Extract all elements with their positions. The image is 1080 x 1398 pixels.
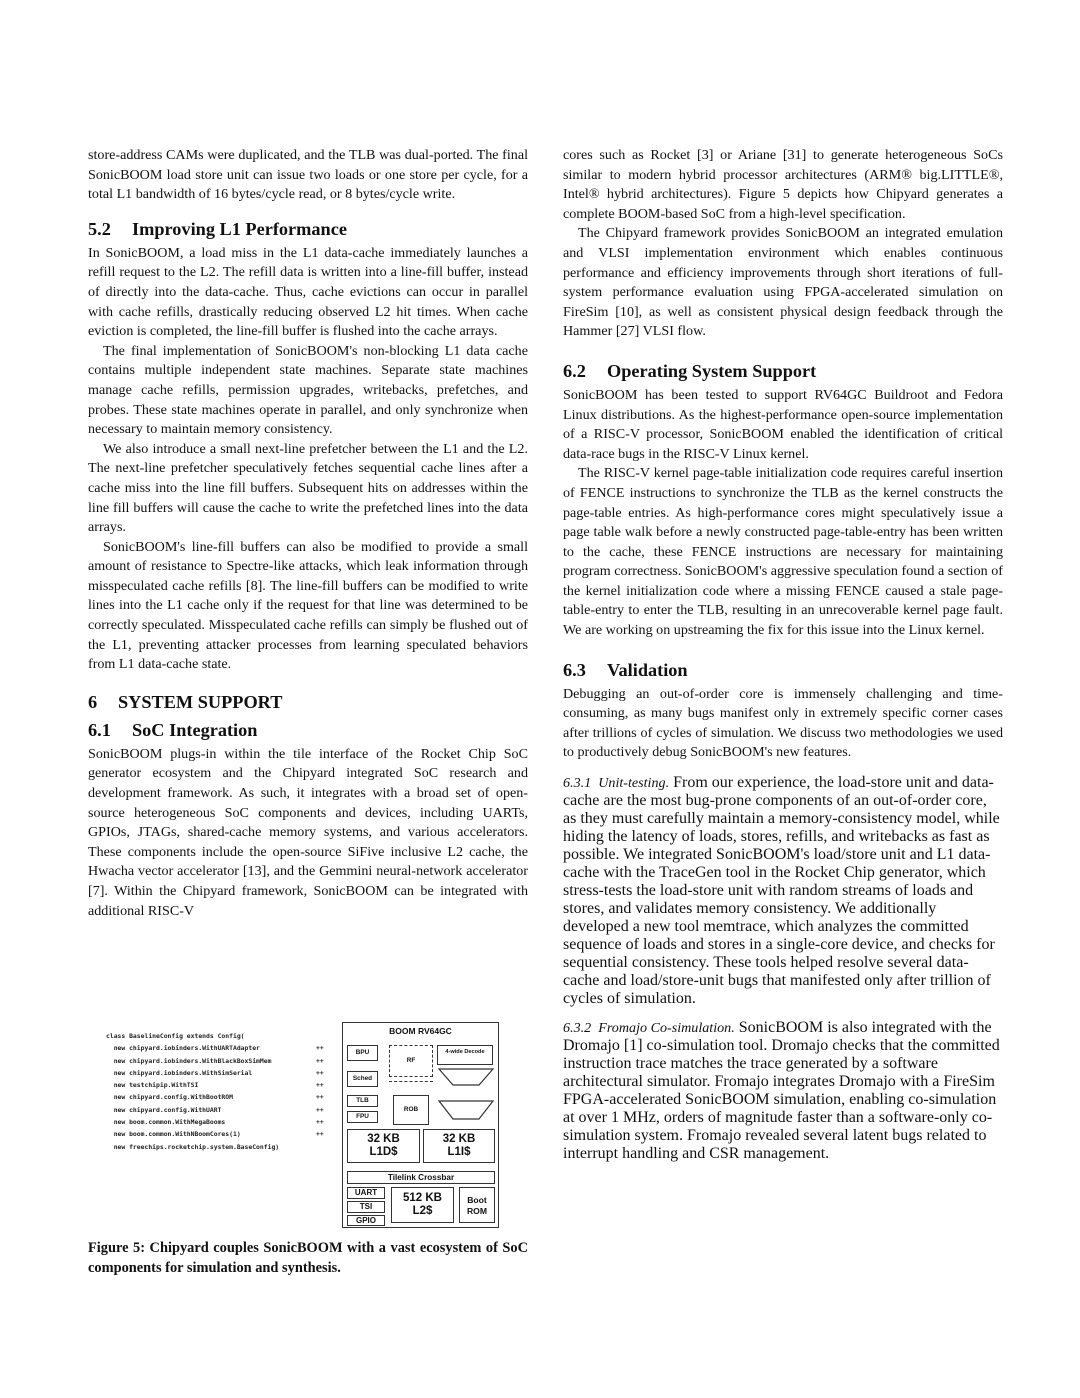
tilelink-crossbar: Tilelink Crossbar [347,1171,495,1184]
rob-block: ROB [393,1095,429,1125]
left-column [88,146,528,921]
code-line: new chipyard.iobinders.WithBlackBoxSimMem ++ [106,1056,324,1065]
paragraph: We also introduce a small next-line prefetcher between the L1 and the L2. The next-line prefetcher speculatively fetches sequential cache lines after a cache miss into the line fill buffers. Subsequent hits on addresses within the line fill buffers will cause the cache to write the prefetched lines into the data arrays. [88,440,528,536]
right-column: cores such as Rocket [3] or Ariane [31] to generate heterogeneous SoCs similar to modern hybrid processor architectures (ARM® big.LITTLE®, Intel® hybrid architectures). Figure 5 depicts how Chipyard generates a complete BOOM-based SoC from a high-level specification. The Chipyard framework provides SonicBOOM an integrated emulation and VLSI implementation environment which enables continuous performance and efficiency improvements through short iterations of full-system performance evaluation using FPGA-accelerated simulation on FireSim [10], as well as consistent physical design feedback through the Hammer [27] VLSI flow. 6.2 Operating System Support SonicBOOM has been tested to support RV64GC Buildroot and Fedora Linux distributions. As the highest-performance open-source implementation of a RISC-V processor, SonicBOOM enabled the identification of critical data-race bugs in the RISC-V Linux kernel. The RISC-V kernel page-table initialization code requires careful insertion of FENCE instructions to synchronize the TLB as the kernel constructs the page-table entries. As high-performance cores might speculatively issue a page table walk before a newly constructed page-table-entry has been written to the cache, these FENCE instructions are necessary for maintaining program correctness. SonicBOOM's aggressive speculation found a section of the kernel initialization code where a missing FENCE caused a stale page-table-entry to enter the TLB, resulting in an unrecoverable kernel page fault. We are working on upstreaming the fix for this issue into the Linux kernel. 6.3 Validation Debugging an out-of-order core is immensely challenging and time-consuming, as many bugs manifest only in extremely specific corner cases after trillions of cycles of simulation. We discuss two methodologies we used to productively debug SonicBOOM's new features. 6.3.1 Unit-testing. From our experience, the load-store unit and data-cache are the most bug-prone components of an out-of-order core, as they must carefully maintain a memory-consistency model, while hiding the latency of loads, stores, refills, and writebacks as fast as possible. We integrated SonicBOOM's load/store unit and L1 data-cache with the TraceGen tool in the Rocket Chip generator, which stress-tests the load-store unit with random streams of loads and stores, and validates memory consistency. We additionally developed a new tool memtrace, which analyzes the committed sequence of loads and stores in a single-core device, and checks for sequential consistency. These tools helped resolve several data-cache and load/store-unit bugs that manifested only after trillion of cycles of simulation. 6.3.2 Fromajo Co-simulation. SonicBOOM is also integrated with the Dromajo [1] co-simulation tool. Dromajo checks that the committed instruction trace matches the trace generated by a software architectural simulator. Fromajo integrates Dromajo with a FireSim FPGA-accelerated SonicBOOM simulation, enabling co-simulation at over 1 MHz, orders of magnitude faster than a software-only co-simulation system. Fromajo revealed several latent bugs related to interrupt handling and CSR management. [563,147,1003,1163]
section-heading-6-2: 6.2 Operating System Support [563,360,817,381]
code-line: new chipyard.config.WithUART ++ [106,1105,324,1114]
code-line: class BaselineConfig extends Config( [106,1032,245,1040]
gpio-block: GPIO [347,1215,385,1226]
paragraph: The final implementation of SonicBOOM's non-blocking L1 data cache contains multiple independent state machines. Separate state machines manage cache refills, permission upgrades, writebacks, prefetches, and probes. These state machines operate in parallel, and only synchronize when necessary to maintain memory consistency. [88,342,528,438]
paragraph: SonicBOOM plugs-in within the tile interface of the Rocket Chip SoC generator ecosystem and the Chipyard integrated SoC research and development framework. As such, it integrates with a broad set of open-source heterogeneous SoC components and devices, including UARTs, GPIOs, JTAGs, shared-cache memory systems, and various accelerators. These components include the open-source SiFive inclusive L2 cache, the Hwacha vector accelerator [13], and the Gemmini neural-network accelerator [7]. Within the Chipyard framework, SonicBOOM can be integrated with additional RISC-V [88,745,528,919]
soc-block-diagram [342,1022,499,1228]
paragraph: SonicBOOM has been tested to support RV64GC Buildroot and Fedora Linux distributions. As the highest-performance open-source implementation of a RISC-V processor, SonicBOOM enabled the identification of critical data-race bugs in the RISC-V Linux kernel. [563,386,1003,462]
fpu-block: FPU [347,1111,378,1123]
decode-block: 4-wide Decode [437,1045,493,1065]
figure-caption: Figure 5: Chipyard couples SonicBOOM with a vast ecosystem of SoC components for simulation and synthesis. [88,1240,528,1276]
tsi-block: TSI [347,1201,385,1213]
l1i-cache-block: 32 KB L1I$ [423,1129,495,1163]
paragraph: cores such as Rocket [3] or Ariane [31] to generate heterogeneous SoCs similar to modern hybrid processor architectures (ARM® big.LITTLE®, Intel® hybrid architectures). Figure 5 depicts how Chipyard generates a complete BOOM-based SoC from a high-level specification. [563,147,1003,222]
divider [389,1081,433,1082]
code-line: new chipyard.iobinders.WithUARTAdapter ++ [106,1044,324,1053]
paragraph: The RISC-V kernel page-table initialization code requires careful insertion of FENCE instructions to synchronize the TLB as the kernel constructs the page-table entries. As high-performance cores might speculatively issue a page table walk before a newly constructed page-table-entry has been written to the cache, these FENCE instructions are necessary for maintaining program correctness. SonicBOOM's aggressive speculation found a section of the kernel initialization code where a missing FENCE caused a stale page-table-entry to enter the TLB, resulting in an unrecoverable kernel page fault. We are working on upstreaming the fix for this issue into the Linux kernel. [563,465,1003,639]
paragraph: Debugging an out-of-order core is immensely challenging and time-consuming, as many bugs manifest only in extremely specific corner cases after trillions of cycles of simulation. We discuss two methodologies we used to productively debug SonicBOOM's new features. [563,685,1003,761]
sched-block: Sched [347,1071,378,1087]
figure-5 [100,1022,500,1228]
tlb-block: TLB [347,1095,378,1107]
section-heading-6: 6 SYSTEM SUPPORT [88,691,283,712]
subsection-heading: 6.3.1 Unit-testing. [563,775,670,792]
l2-cache-block: 512 KB L2$ [391,1187,454,1223]
soc-title: BOOM RV64GC [389,1026,452,1036]
subsection-heading: 6.3.2 Fromajo Co-simulation. [563,1020,735,1037]
boot-rom-block: Boot ROM [459,1187,495,1223]
code-line: new boom.common.WithMegaBooms ++ [106,1118,324,1127]
config-code-listing [106,1030,324,1153]
paragraph: store-address CAMs were duplicated, and the TLB was dual-ported. The final SonicBOOM load store unit can issue two loads or one store per cycle, for a total L1 bandwidth of 16 bytes/cycle read, or 8 bytes/cycle write. [88,147,528,203]
rf-block: RF [389,1045,433,1077]
pipeline-shapes [437,1067,495,1127]
code-line: new chipyard.iobinders.WithSimSerial ++ [106,1068,324,1077]
section-heading-6-3: 6.3 Validation [563,659,688,680]
paragraph: In SonicBOOM, a load miss in the L1 data-cache immediately launches a refill request to the L2. The refill data is written into a line-fill buffer, instead of directly into the data-cache. Thus, cache evictions can occur in parallel with cache refills, drastically reducing observed L2 hit times. When cache eviction is completed, the line-fill buffer is flushed into the cache arrays. [88,244,528,340]
section-heading-5-2: 5.2 Improving L1 Performance [88,218,347,239]
code-line: new boom.common.WithNBoomCores(1) ++ [106,1130,324,1139]
paragraph: The Chipyard framework provides SonicBOOM an integrated emulation and VLSI implementation environment which enables continuous performance and efficiency improvements through short iterations of full-system performance evaluation using FPGA-accelerated simulation on FireSim [10], as well as consistent physical design feedback through the Hammer [27] VLSI flow. [563,225,1003,340]
section-heading-6-1: 6.1 SoC Integration [88,719,258,740]
l1d-cache-block: 32 KB L1D$ [347,1129,420,1163]
bpu-block: BPU [347,1045,378,1061]
paragraph: SonicBOOM's line-fill buffers can also be modified to provide a small amount of resistance to Spectre-like attacks, which leak information through misspeculated cache refills [8]. The line-fill buffers can be modified to write lines into the L1 cache only if the request for that line was determined to be correctly speculated. Misspeculated cache refills can simply be flushed out of the L1, preventing attacker processes from learning speculated behaviors from L1 data-cache state. [88,538,528,673]
code-line: new freechips.rocketchip.system.BaseConfig) [106,1142,280,1151]
uart-block: UART [347,1187,385,1199]
code-line: new testchipip.WithTSI ++ [106,1081,324,1090]
code-line: new chipyard.config.WithBootROM ++ [106,1093,324,1102]
